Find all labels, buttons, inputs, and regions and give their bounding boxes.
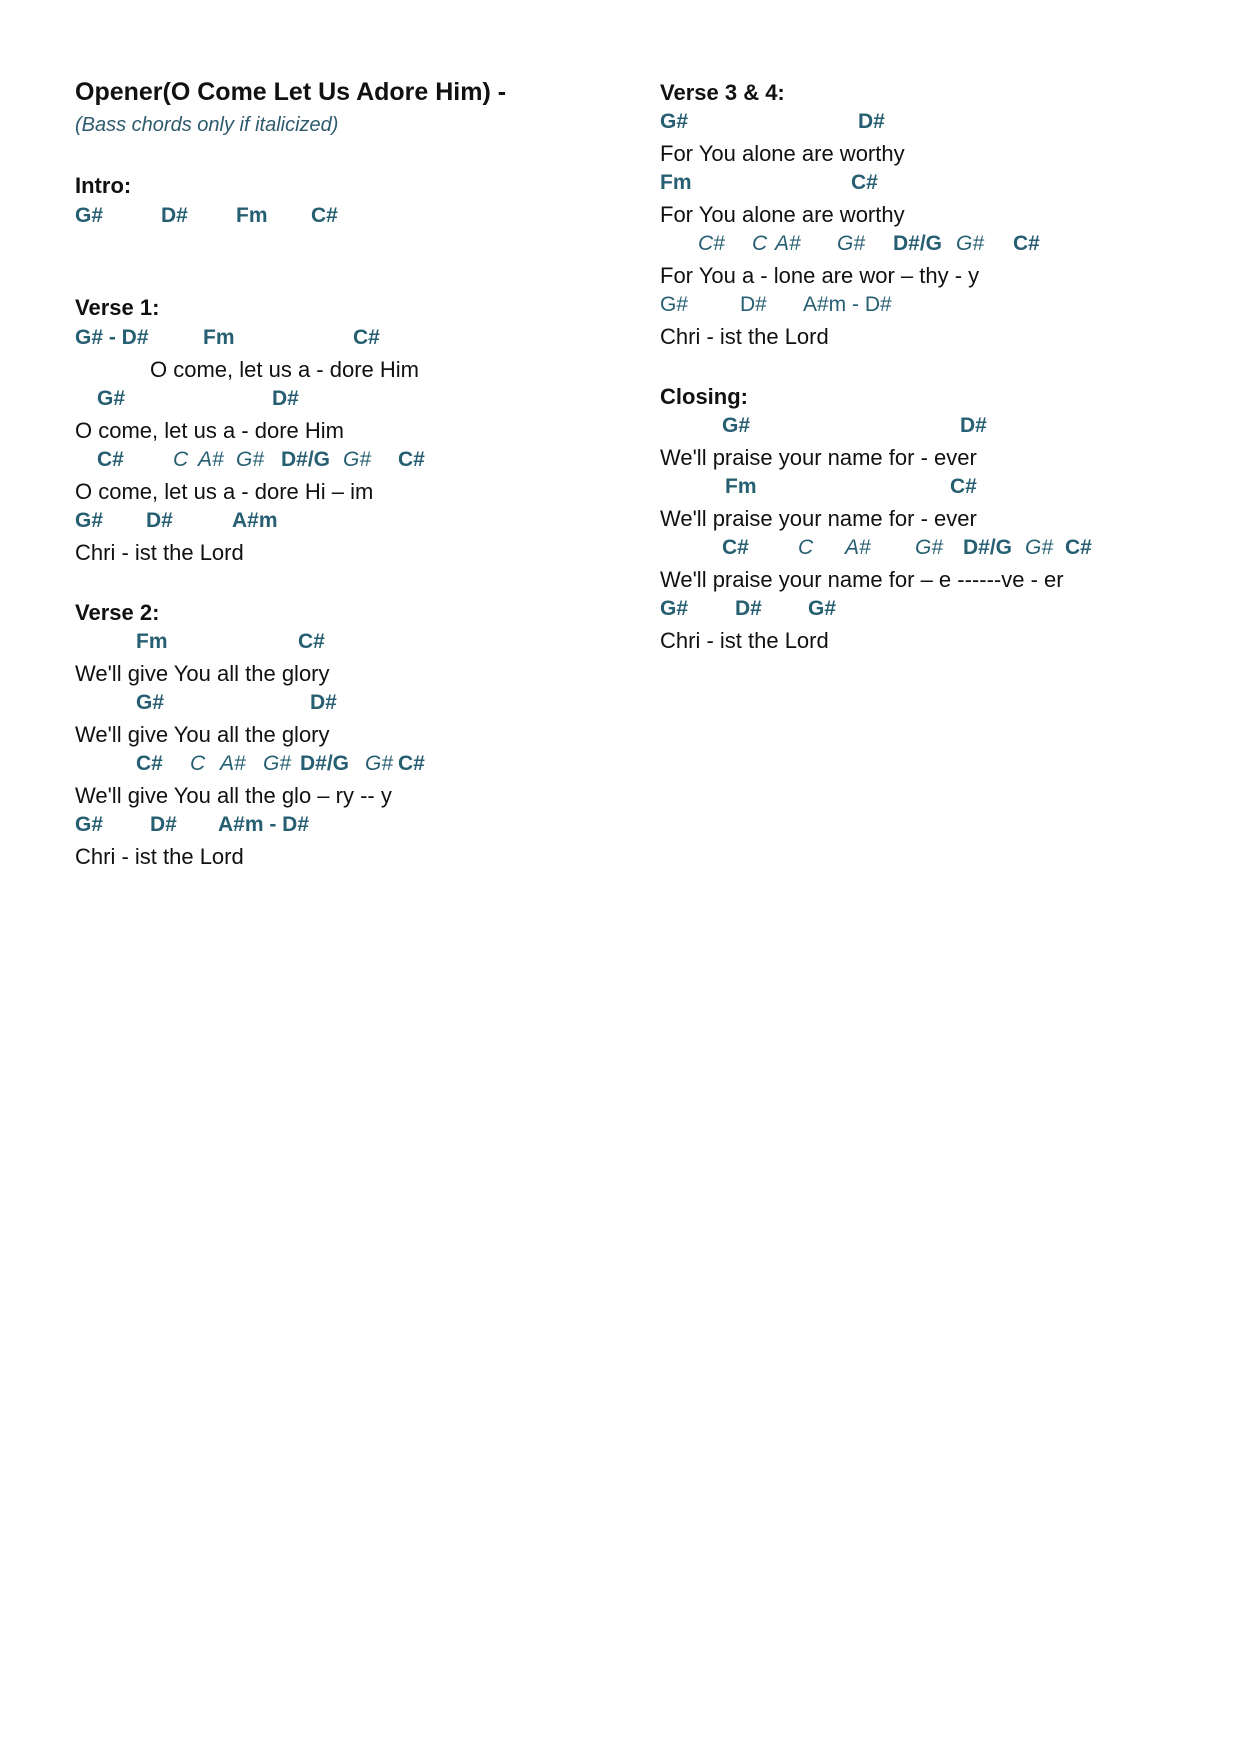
- bass-chord: C: [173, 448, 189, 471]
- bass-chord: A#: [775, 232, 801, 255]
- chord: G#: [722, 414, 751, 437]
- chord: Fm: [660, 171, 692, 194]
- chord: C#: [298, 630, 325, 653]
- chord: C#: [97, 448, 124, 471]
- chord: C#: [1013, 232, 1040, 255]
- verse34-label: Verse 3 & 4:: [660, 80, 785, 105]
- lyric-line: Chri - ist the Lord: [660, 324, 829, 349]
- chord: C#: [950, 475, 977, 498]
- chord: G#: [660, 110, 689, 133]
- bass-chord: G#: [263, 752, 292, 775]
- chord: C#: [1065, 536, 1092, 559]
- intro-chord: G#: [75, 204, 104, 227]
- verse1-label: Verse 1:: [75, 295, 160, 320]
- chord: D#: [740, 293, 767, 316]
- bass-chord: G#: [956, 232, 985, 255]
- bass-chord: C#: [698, 232, 725, 255]
- lyric-line: We'll praise your name for – e ------ve - er: [660, 567, 1064, 592]
- chord: D#/G: [893, 232, 943, 255]
- bass-chord: A#: [845, 536, 871, 559]
- verse2-label: Verse 2:: [75, 600, 160, 625]
- lyric-line: Chri - ist the Lord: [75, 844, 244, 869]
- bass-chord: G#: [343, 448, 372, 471]
- bass-chord: C: [752, 232, 768, 255]
- chord: C#: [398, 752, 425, 775]
- chord: C#: [851, 171, 878, 194]
- closing-label: Closing:: [660, 384, 748, 409]
- chord: D#: [150, 813, 177, 836]
- bass-chord: G#: [915, 536, 944, 559]
- intro-chord: Fm: [236, 204, 268, 227]
- bass-chord: G#: [837, 232, 866, 255]
- bass-chord: A#: [198, 448, 224, 471]
- lyric-line: Chri - ist the Lord: [660, 628, 829, 653]
- chord: D#: [960, 414, 987, 437]
- chord: G# - D#: [75, 326, 149, 349]
- intro-label: Intro:: [75, 173, 132, 198]
- chord: D#: [858, 110, 885, 133]
- chord: A#m - D#: [218, 813, 310, 836]
- bass-chord: A#: [220, 752, 246, 775]
- lyric-line: We'll give You all the glory: [75, 661, 330, 686]
- chord: C#: [398, 448, 425, 471]
- chord: G#: [808, 597, 837, 620]
- chord: Fm: [725, 475, 757, 498]
- chord: D#: [272, 387, 299, 410]
- chord: C#: [353, 326, 380, 349]
- chord: A#m - D#: [803, 293, 892, 316]
- chord: Fm: [203, 326, 235, 349]
- chord: C#: [722, 536, 749, 559]
- intro-chord: D#: [161, 204, 188, 227]
- lyric-line: O come, let us a - dore Him: [150, 357, 419, 382]
- lyric-line: For You a - lone are wor – thy - y: [660, 263, 980, 288]
- chord: D#: [735, 597, 762, 620]
- chord: D#: [310, 691, 337, 714]
- page-title: Opener(O Come Let Us Adore Him) -: [75, 78, 507, 106]
- chord: D#: [146, 509, 173, 532]
- chord: A#m: [232, 509, 278, 532]
- bass-chord: G#: [1025, 536, 1054, 559]
- lyric-line: We'll give You all the glo – ry -- y: [75, 783, 392, 808]
- lyric-line: O come, let us a - dore Him: [75, 418, 344, 443]
- lyric-line: We'll praise your name for - ever: [660, 445, 977, 470]
- chord: D#/G: [963, 536, 1013, 559]
- lyric-line: O come, let us a - dore Hi – im: [75, 479, 374, 504]
- lyric-line: For You alone are worthy: [660, 141, 905, 166]
- lyric-line: We'll praise your name for - ever: [660, 506, 977, 531]
- page-subtitle: (Bass chords only if italicized): [75, 114, 339, 136]
- chord: G#: [75, 509, 104, 532]
- chord: Fm: [136, 630, 168, 653]
- chord: G#: [75, 813, 104, 836]
- chord: D#/G: [300, 752, 350, 775]
- intro-chord: C#: [311, 204, 338, 227]
- lyric-line: For You alone are worthy: [660, 202, 905, 227]
- chord: D#/G: [281, 448, 331, 471]
- chord: G#: [136, 691, 165, 714]
- chord: G#: [97, 387, 126, 410]
- chord: G#: [660, 597, 689, 620]
- chord: C#: [136, 752, 163, 775]
- lyric-line: Chri - ist the Lord: [75, 540, 244, 565]
- bass-chord: C: [190, 752, 206, 775]
- lyric-line: We'll give You all the glory: [75, 722, 330, 747]
- bass-chord: C: [798, 536, 814, 559]
- bass-chord: G#: [365, 752, 394, 775]
- bass-chord: G#: [236, 448, 265, 471]
- chord: G#: [660, 293, 689, 316]
